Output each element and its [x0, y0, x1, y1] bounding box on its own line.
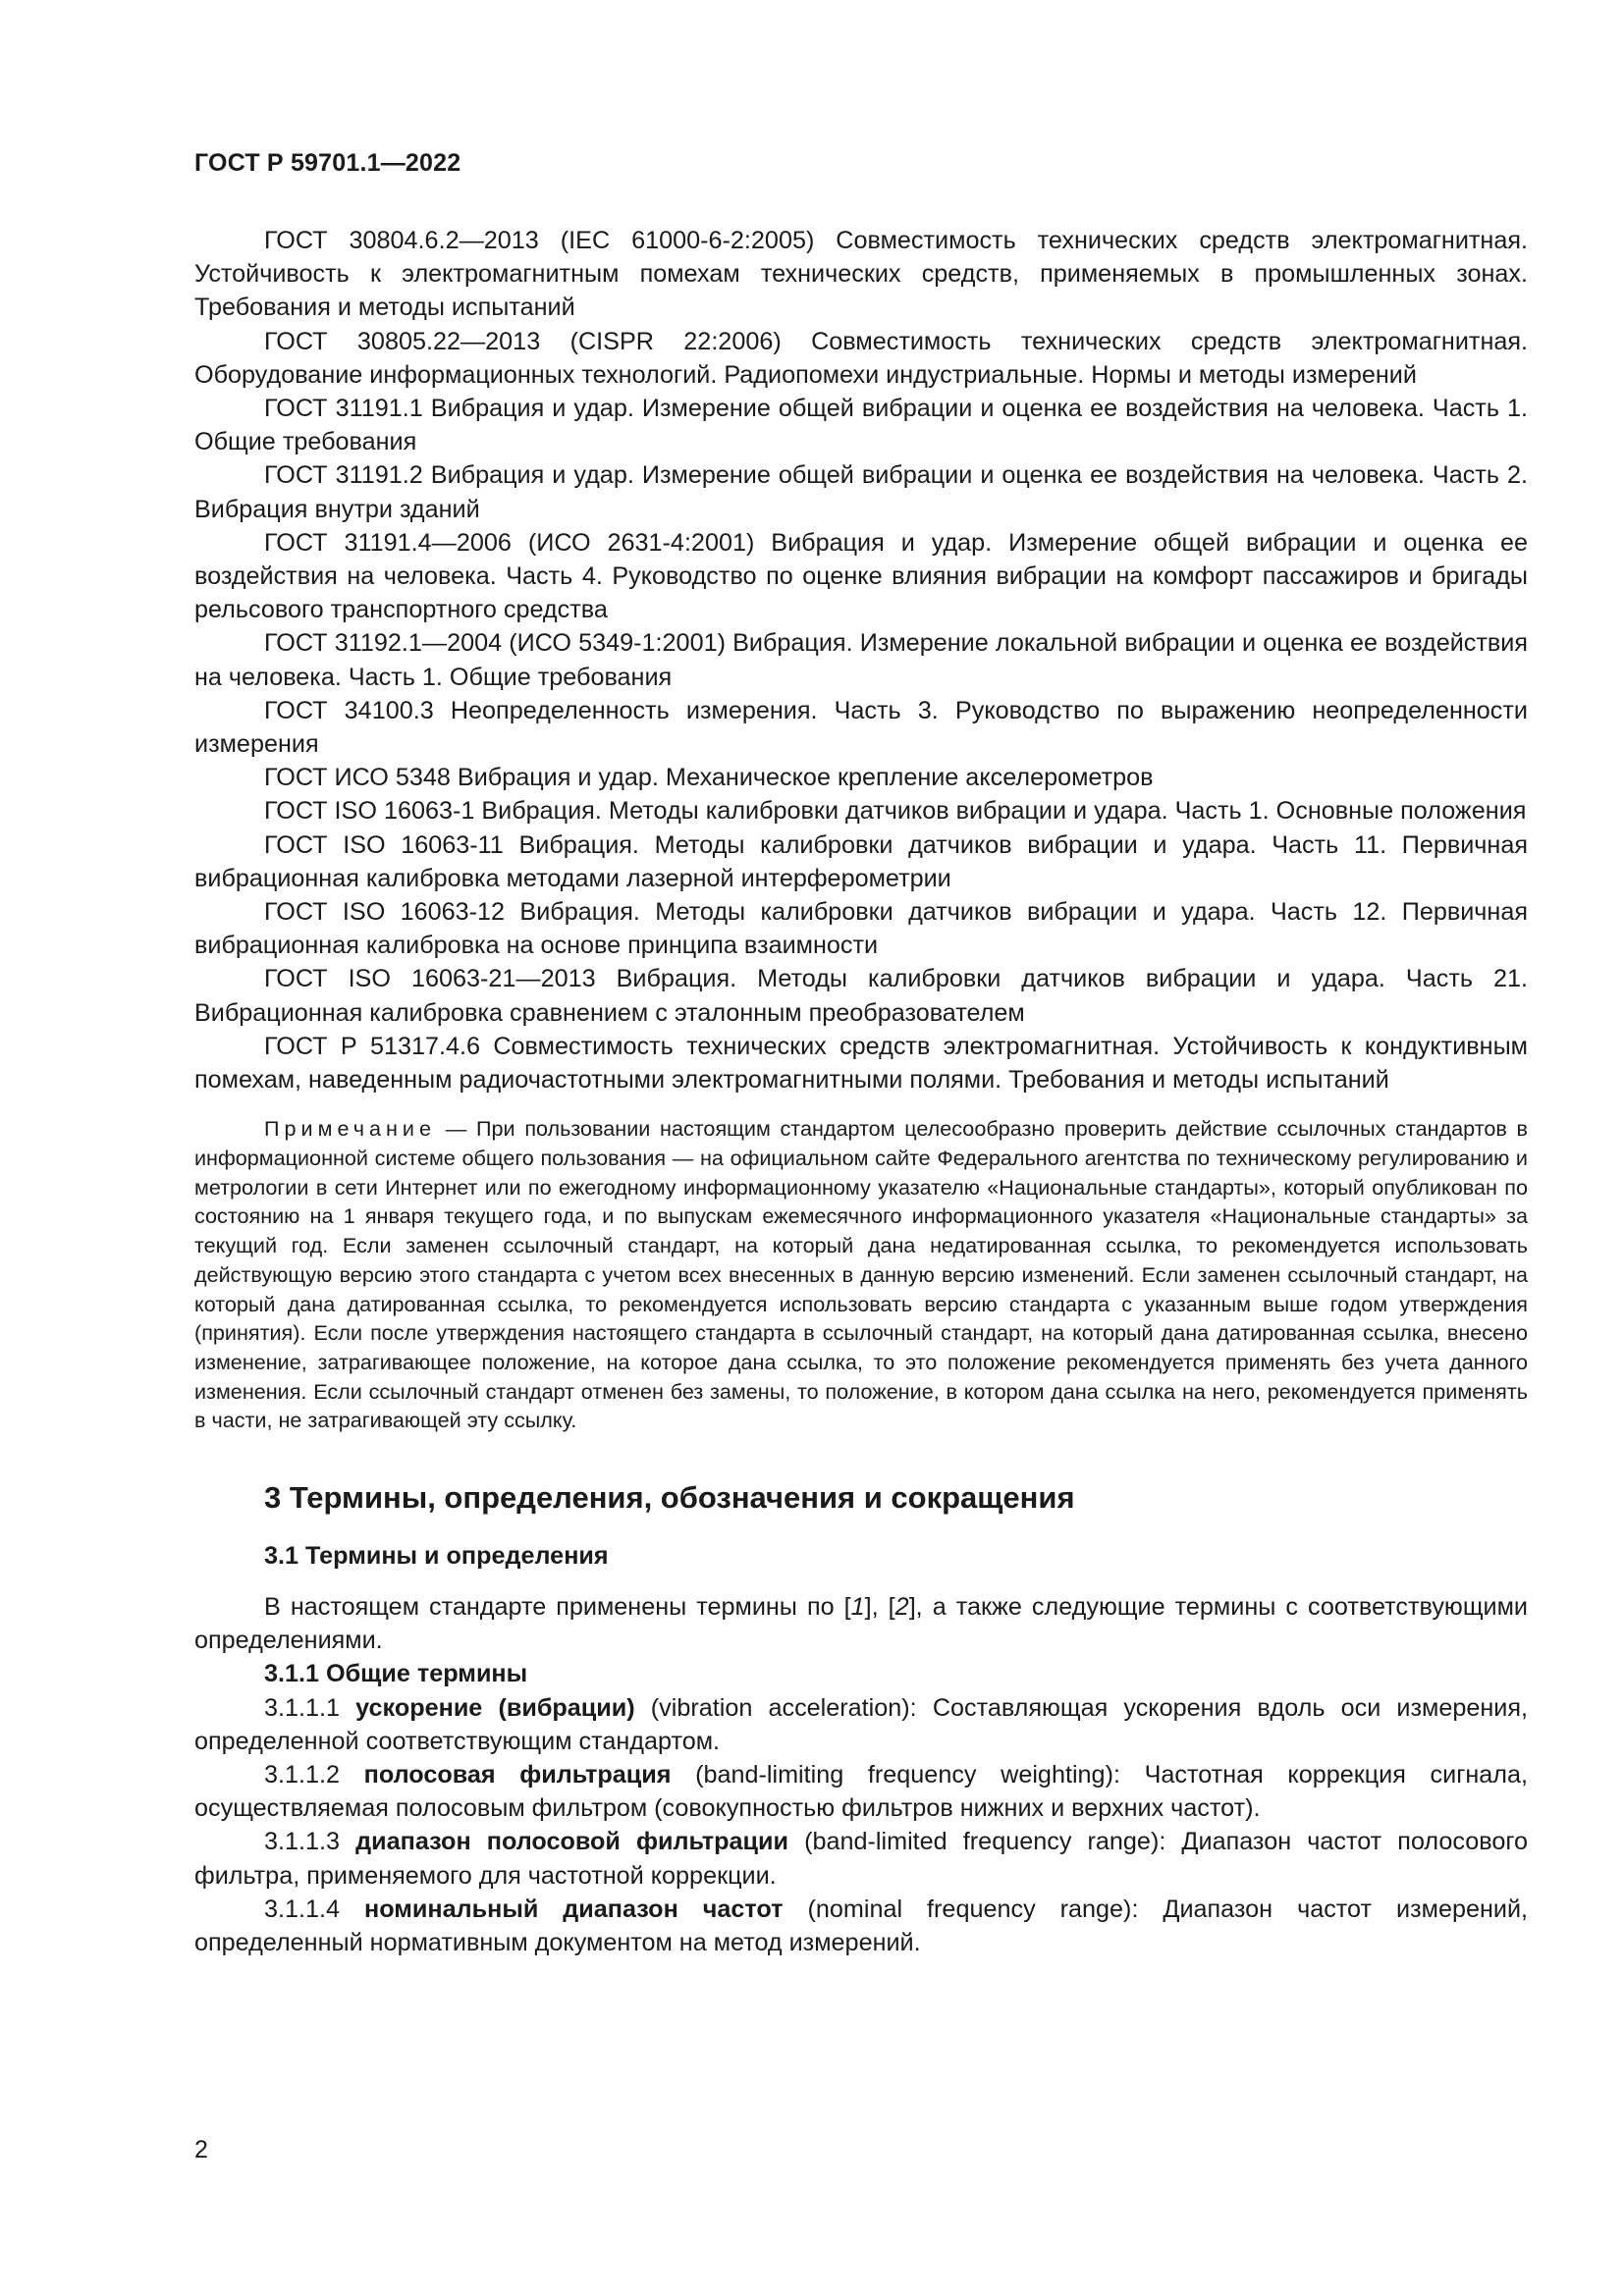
bibliography-ref-1: 1: [850, 1593, 865, 1622]
intro-text: ], а также следующие термины с соответствующими определениями.: [194, 1593, 1529, 1655]
note-text: — При пользовании настоящим стандартом целесообразно проверить действие ссылочных стандартов в информационной системе общего пользования — на официальном сайте Федерального агентства по техническому регулированию и метрологии в сети Интернет или по ежегодному информационному указателю «Национальные стандарты», который опубликован по состоянию на 1 января текущего года, и по выпускам ежемесячного информационного указателя «Национальные стандарты» за текущий год. Если заменен ссылочный стандарт, на который дана недатированная ссылка, то рекомендуется использовать действующую версию этого стандарта с учетом всех внесенных в данную версию изменений. Если заменен ссылочный стандарт, на который дана датированная ссылка, то рекомендуется использовать версию стандарта с указанным выше годом утверждения (принятия). Если после утверждения настоящего стандарта в ссылочный стандарт, на который дана датированная ссылка, внесено изменение, затрагивающее положение, на которое дана ссылка, то это положение рекомендуется применять без учета данного изменения. Если ссылочный стандарт отменен без замены, то положение, в котором дана ссылка на него, рекомендуется применять в части, не затрагивающей эту ссылку.: [194, 1116, 1529, 1433]
reference-item: ГОСТ 31191.4—2006 (ИСО 2631-4:2001) Вибрация и удар. Измерение общей вибрации и оценка ее воздействия на человека. Часть 4. Руководство по оценке влияния вибрации на комфорт пассажиров и бригады рельсового транспортного средства: [194, 528, 1528, 624]
reference-item: ГОСТ ISO 16063-12 Вибрация. Методы калибровки датчиков вибрации и удара. Часть 12. Первичная вибрационная калибровка на основе принципа взаимности: [194, 898, 1528, 960]
intro-text: ], [: [864, 1593, 895, 1622]
reference-item: ГОСТ ISO 16063-21—2013 Вибрация. Методы калибровки датчиков вибрации и удара. Часть 21. Вибрационная калибровка сравнением с эталонным преобразователем: [194, 965, 1528, 1027]
term-definition: [194, 1825, 1528, 1892]
note-paragraph: [194, 1114, 1528, 1435]
intro-paragraph: [194, 1590, 1528, 1657]
reference-item: ГОСТ ISO 16063-1 Вибрация. Методы калибровки датчиков вибрации и удара. Часть 1. Основные положения: [264, 797, 1527, 826]
term-number: 3.1.1.2: [264, 1761, 341, 1789]
reference-item: ГОСТ Р 51317.4.6 Совместимость технических средств электромагнитная. Устойчивость к кондуктивным помехам, наведенным радиочастотными электромагнитными полями. Требования и методы испытаний: [194, 1032, 1528, 1095]
reference-item: ГОСТ 31192.1—2004 (ИСО 5349-1:2001) Вибрация. Измерение локальной вибрации и оценка ее воздействия на человека. Часть 1. Общие требования: [194, 629, 1528, 691]
term-definition: [194, 1758, 1528, 1825]
term-definition: [194, 1691, 1528, 1758]
page-number: 2: [194, 2136, 208, 2163]
term-text: (band-limiting frequency weighting): Частотная коррекция сигнала, осуществляемая полосовым фильтром (совокупностью фильтров нижних и верхних частот).: [194, 1761, 1528, 1823]
reference-item: ГОСТ 30805.22—2013 (CISPR 22:2006) Совместимость технических средств электромагнитная. Оборудование информационных технологий. Радиопомехи индустриальные. Нормы и методы измерений: [194, 327, 1528, 389]
intro-text: В настоящем стандарте применены термины по [: [264, 1593, 851, 1622]
reference-item: ГОСТ ИСО 5348 Вибрация и удар. Механическое крепление акселерометров: [264, 764, 1154, 792]
term-name: номинальный диапазон частот: [364, 1895, 784, 1923]
subsubsection-title: 3.1.1 Общие термины: [264, 1660, 528, 1688]
term-text: (nominal frequency range): Диапазон частот измерений, определенный нормативным документом на метод измерений.: [194, 1895, 1529, 1957]
document-header: ГОСТ Р 59701.1—2022: [194, 149, 461, 177]
term-name: ускорение (вибрации): [355, 1693, 635, 1722]
reference-item: ГОСТ 31191.2 Вибрация и удар. Измерение общей вибрации и оценка ее воздействия на человека. Часть 2. Вибрация внутри зданий: [194, 461, 1528, 523]
term-name: полосовая фильтрация: [363, 1761, 672, 1789]
document-body: [194, 224, 1528, 1959]
reference-item: ГОСТ 31191.1 Вибрация и удар. Измерение общей вибрации и оценка ее воздействия на человека. Часть 1. Общие требования: [194, 395, 1528, 456]
term-number: 3.1.1.1: [264, 1693, 341, 1722]
subsection-title: 3.1 Термины и определения: [264, 1542, 609, 1571]
term-name: диапазон полосовой фильтрации: [355, 1828, 788, 1856]
term-text: (band-limited frequency range): Диапазон частот полосового фильтра, применяемого для частотной коррекции.: [194, 1828, 1529, 1890]
term-number: 3.1.1.4: [264, 1895, 341, 1923]
reference-item: ГОСТ ISO 16063-11 Вибрация. Методы калибровки датчиков вибрации и удара. Часть 11. Первичная вибрационная калибровка методами лазерной интерферометрии: [194, 830, 1528, 892]
term-definition: [194, 1893, 1528, 1959]
reference-item: ГОСТ 30804.6.2—2013 (IEC 61000-6-2:2005) Совместимость технических средств электромагнитная. Устойчивость к электромагнитным помехам технических средств, применяемых в промышленных зонах. Требования и методы испытаний: [194, 227, 1528, 322]
reference-item: ГОСТ 34100.3 Неопределенность измерения. Часть 3. Руководство по выражению неопределенности измерения: [194, 696, 1528, 759]
term-number: 3.1.1.3: [264, 1828, 341, 1856]
bibliography-ref-2: 2: [894, 1593, 909, 1622]
note-label: Примечание: [264, 1116, 436, 1142]
section-title: 3 Термины, определения, обозначения и сокращения: [264, 1480, 1075, 1516]
term-text: (vibration acceleration): Составляющая ускорения вдоль оси измерения, определенной соответствующим стандартом.: [194, 1693, 1528, 1755]
